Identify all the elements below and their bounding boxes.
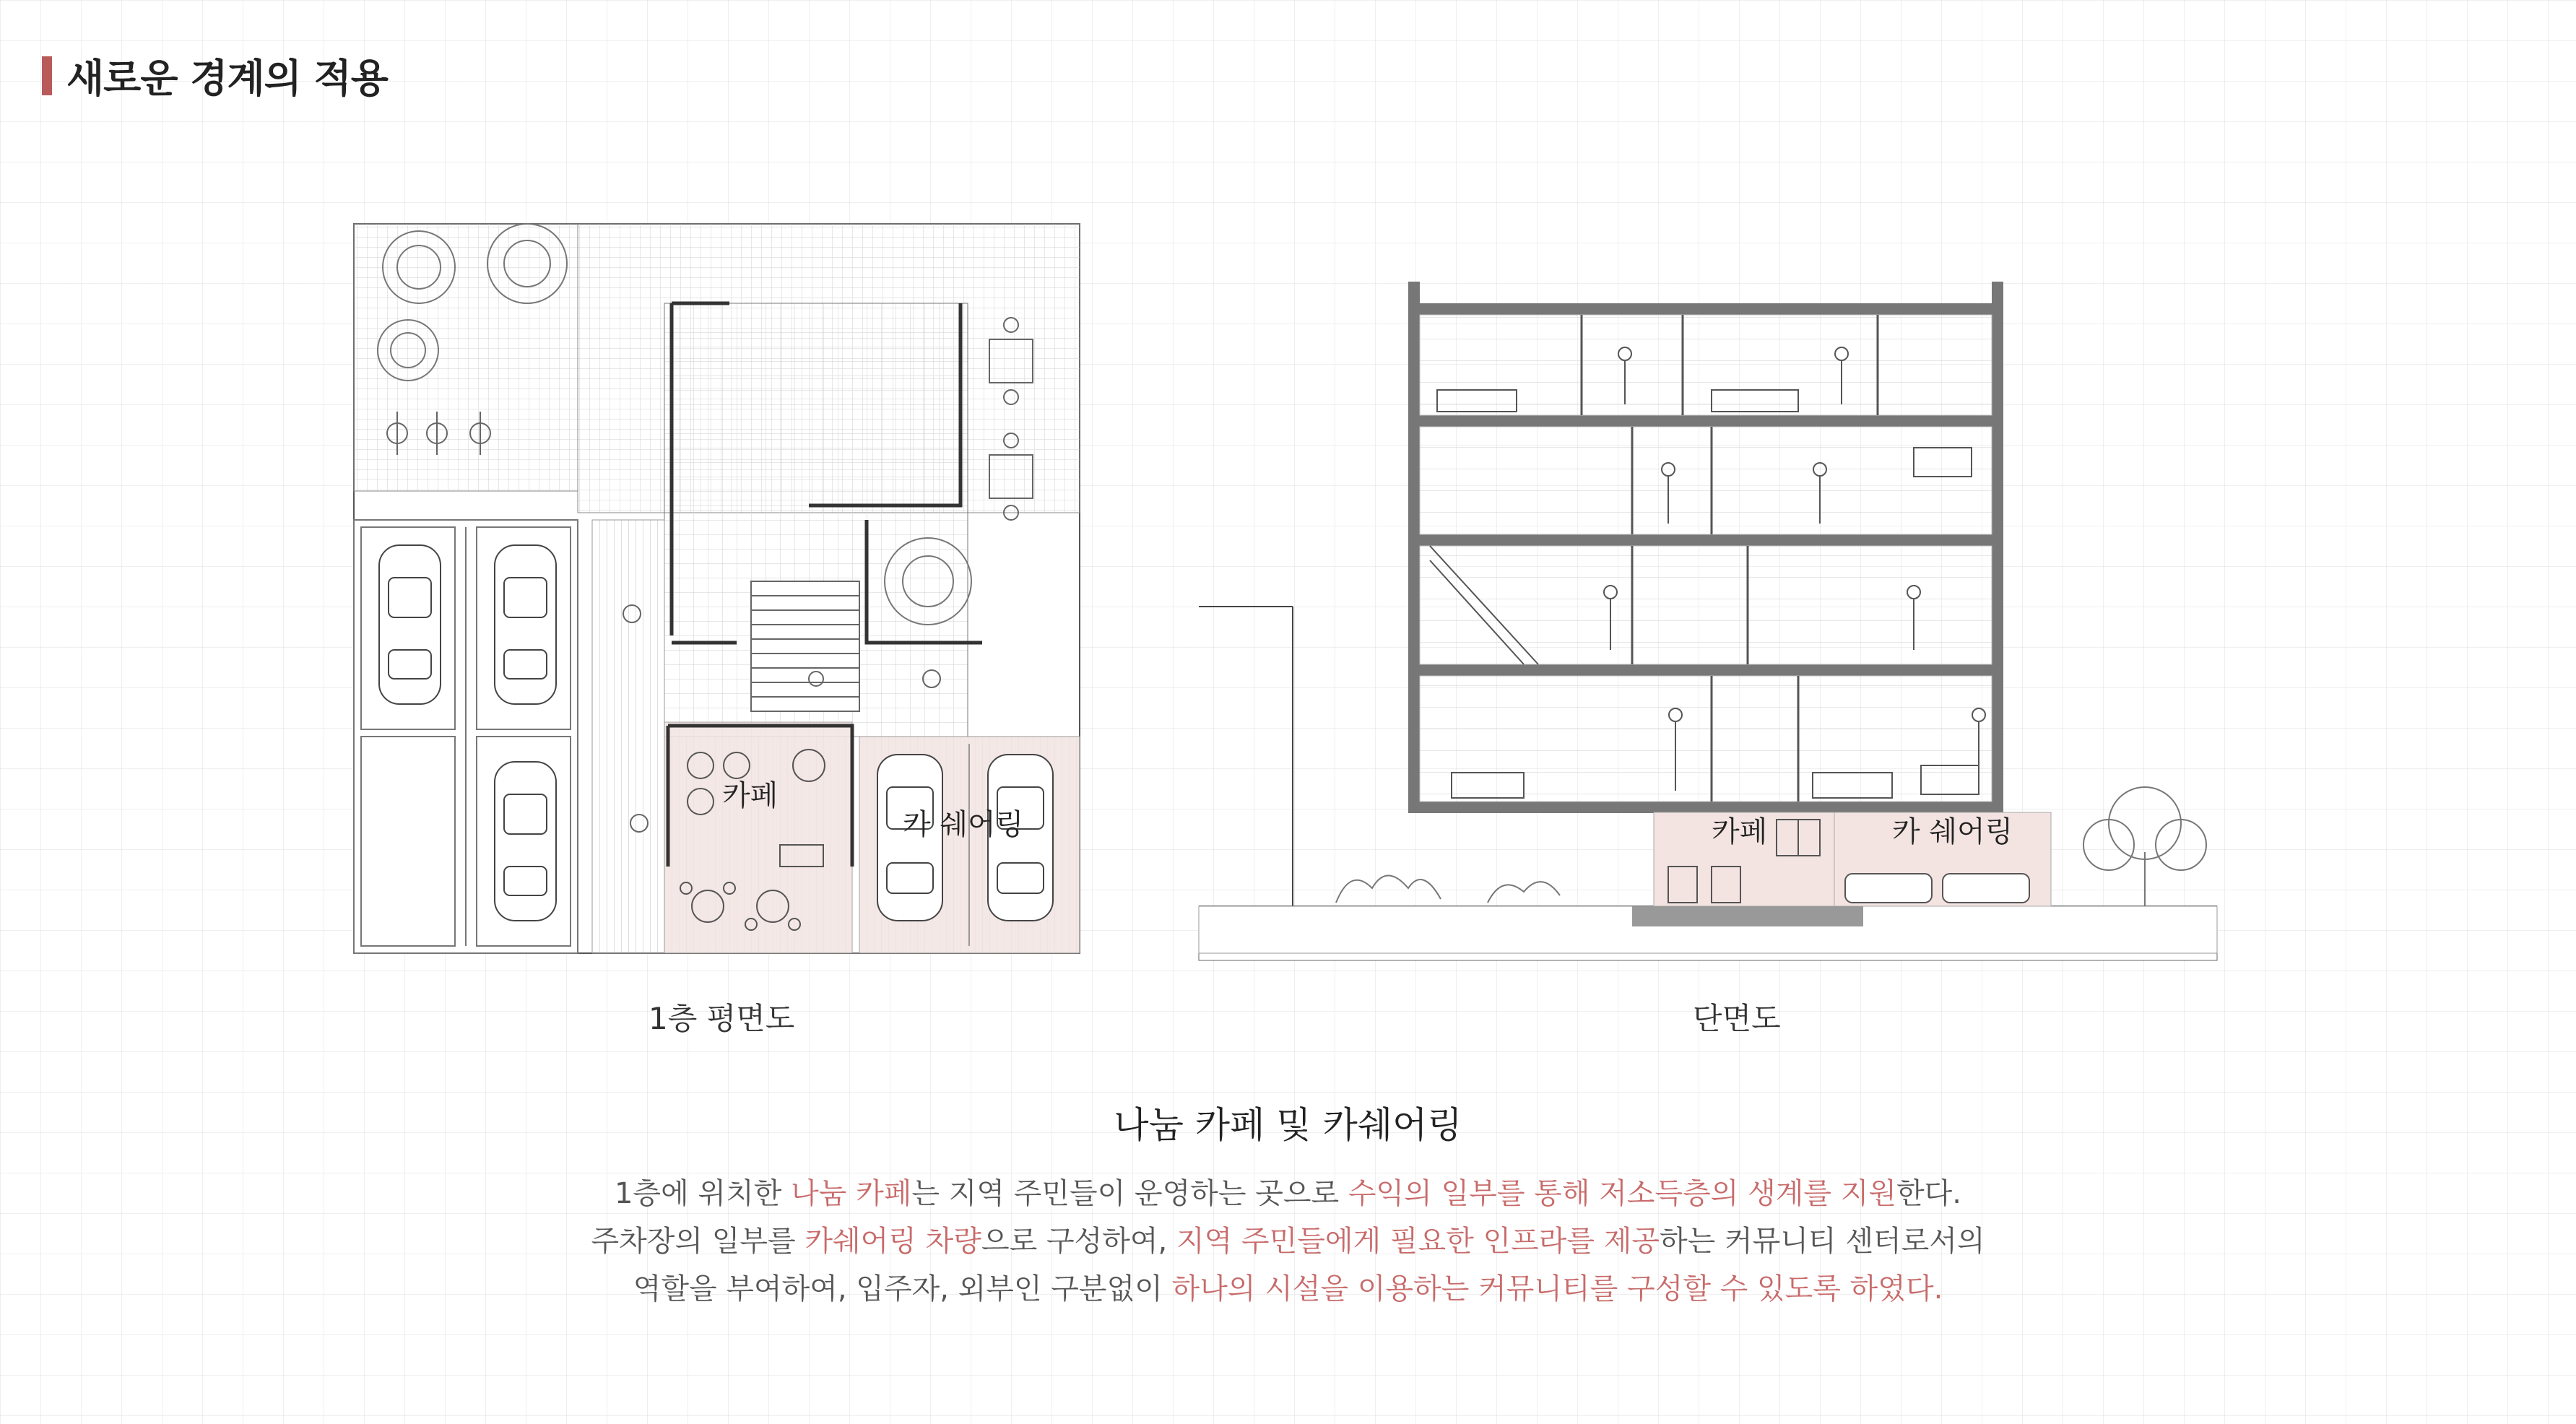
cafe-zone bbox=[664, 722, 852, 953]
floor-plan-caption: 1층 평면도 bbox=[649, 1001, 795, 1036]
body-text: 한다. bbox=[1896, 1177, 1961, 1210]
section-cafe-label: 카페 bbox=[1712, 815, 1768, 848]
section-drawing bbox=[1192, 274, 2224, 968]
plan-cafe-label: 카페 bbox=[722, 779, 779, 812]
section-carsharing-label: 카 쉐어링 bbox=[1892, 815, 2013, 848]
body-text: 주차장의 일부를 bbox=[591, 1225, 805, 1258]
highlighted-text: 나눔 카페 bbox=[791, 1177, 912, 1210]
title-accent-bar bbox=[42, 56, 52, 95]
body-text: 으로 구성하여, bbox=[981, 1225, 1176, 1258]
plan-carsharing-label: 카 쉐어링 bbox=[903, 808, 1024, 841]
highlighted-text: 수익의 일부를 통해 저소득층의 생계를 지원 bbox=[1348, 1177, 1896, 1210]
description-line-1 bbox=[0, 1170, 2576, 1217]
description-line-2 bbox=[0, 1217, 2576, 1265]
body-text: 역할을 부여하여, 입주자, 외부인 구분없이 bbox=[633, 1272, 1172, 1306]
description-line-3 bbox=[0, 1265, 2576, 1313]
highlighted-text: 카쉐어링 차량 bbox=[805, 1225, 981, 1258]
section-caption: 단면도 bbox=[1693, 1001, 1781, 1036]
highlighted-text: 지역 주민들에게 필요한 인프라를 제공 bbox=[1176, 1225, 1660, 1258]
body-text: 는 지역 주민들이 운영하는 곳으로 bbox=[911, 1177, 1348, 1210]
section-heading: 나눔 카페 및 카쉐어링 bbox=[1114, 1104, 1462, 1146]
floor-plan-drawing bbox=[347, 217, 1090, 957]
page-title: 새로운 경계의 적용 bbox=[66, 56, 388, 101]
highlighted-text: 하나의 시설을 이용하는 커뮤니티를 구성할 수 있도록 하였다. bbox=[1171, 1272, 1943, 1306]
body-text: 하는 커뮤니티 센터로서의 bbox=[1660, 1225, 1985, 1258]
description bbox=[0, 1170, 2576, 1313]
body-text: 1층에 위치한 bbox=[614, 1177, 792, 1210]
